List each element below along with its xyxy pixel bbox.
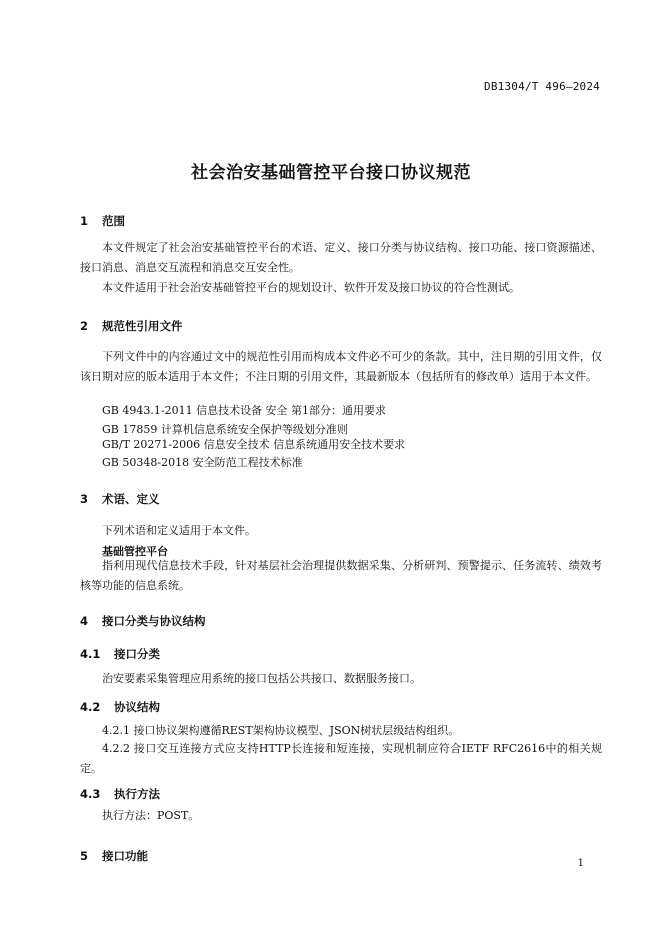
reference-item: GB 17859 计算机信息系统安全保护等级划分准则 [102, 423, 348, 436]
clause-4-2-2: 4.2.2 接口交互连接方式应支持HTTP长连接和短连接，实现机制应符合IETF RFC2616中的相关规定。 [80, 742, 602, 775]
interface-classification-paragraph: 治安要素采集管理应用系统的接口包括公共接口、数据服务接口。 [102, 672, 421, 685]
scope-paragraph-1: 本文件规定了社会治安基础管控平台的术语、定义、接口分类与协议结构、接口功能、接口资源描述、接口消息、消息交互流程和消息交互安全性。 [80, 241, 602, 274]
section-number: 4 [80, 614, 89, 628]
execution-method-paragraph: 执行方法：POST。 [102, 809, 200, 822]
section-title: 执行方法 [114, 787, 161, 801]
term-heading: 基础管控平台 [102, 545, 168, 558]
section-title: 规范性引用文件 [102, 319, 183, 333]
section-5-heading [80, 848, 148, 864]
clause-4-2-1: 4.2.1 接口协议架构遵循REST架构协议模型、JSON树状层级结构组织。 [102, 724, 460, 737]
section-title: 接口功能 [102, 849, 149, 863]
reference-item: GB 4943.1-2011 信息技术设备 安全 第1部分：通用要求 [102, 404, 387, 417]
section-4-3-heading [80, 786, 160, 802]
section-4-2-heading [80, 699, 160, 715]
section-number: 5 [80, 849, 89, 863]
section-title: 术语、定义 [102, 492, 160, 506]
section-title: 接口分类 [114, 647, 161, 661]
section-number: 1 [80, 214, 89, 228]
section-4-heading [80, 613, 206, 629]
section-title: 接口分类与协议结构 [102, 614, 206, 628]
section-number: 4.3 [80, 787, 101, 801]
document-code: DB1304/T 496—2024 [484, 80, 600, 93]
section-number: 4.2 [80, 700, 101, 714]
references-intro-paragraph: 下列文件中的内容通过文中的规范性引用而构成本文件必不可少的条款。其中，注日期的引用文件，仅该日期对应的版本适用于本文件；不注日期的引用文件，其最新版本（包括所有的修改单）适用于本文件。 [80, 350, 602, 383]
page-number: 1 [577, 858, 584, 869]
terms-intro-paragraph: 下列术语和定义适用于本文件。 [102, 524, 256, 537]
document-title: 社会治安基础管控平台接口协议规范 [191, 163, 471, 183]
section-1-heading [80, 213, 125, 229]
reference-item: GB 50348-2018 安全防范工程技术标准 [102, 456, 303, 469]
section-2-heading [80, 318, 183, 334]
section-number: 2 [80, 319, 89, 333]
reference-item: GB/T 20271-2006 信息安全技术 信息系统通用安全技术要求 [102, 438, 406, 451]
section-number: 4.1 [80, 647, 101, 661]
section-number: 3 [80, 492, 89, 506]
section-4-1-heading [80, 646, 160, 662]
section-title: 协议结构 [114, 700, 161, 714]
scope-paragraph-2: 本文件适用于社会治安基础管控平台的规划设计、软件开发及接口协议的符合性测试。 [102, 281, 520, 294]
term-definition: 指利用现代信息技术手段，针对基层社会治理提供数据采集、分析研判、预警提示、任务流转、绩效考核等功能的信息系统。 [80, 559, 602, 592]
section-title: 范围 [102, 214, 126, 228]
section-3-heading [80, 491, 160, 507]
